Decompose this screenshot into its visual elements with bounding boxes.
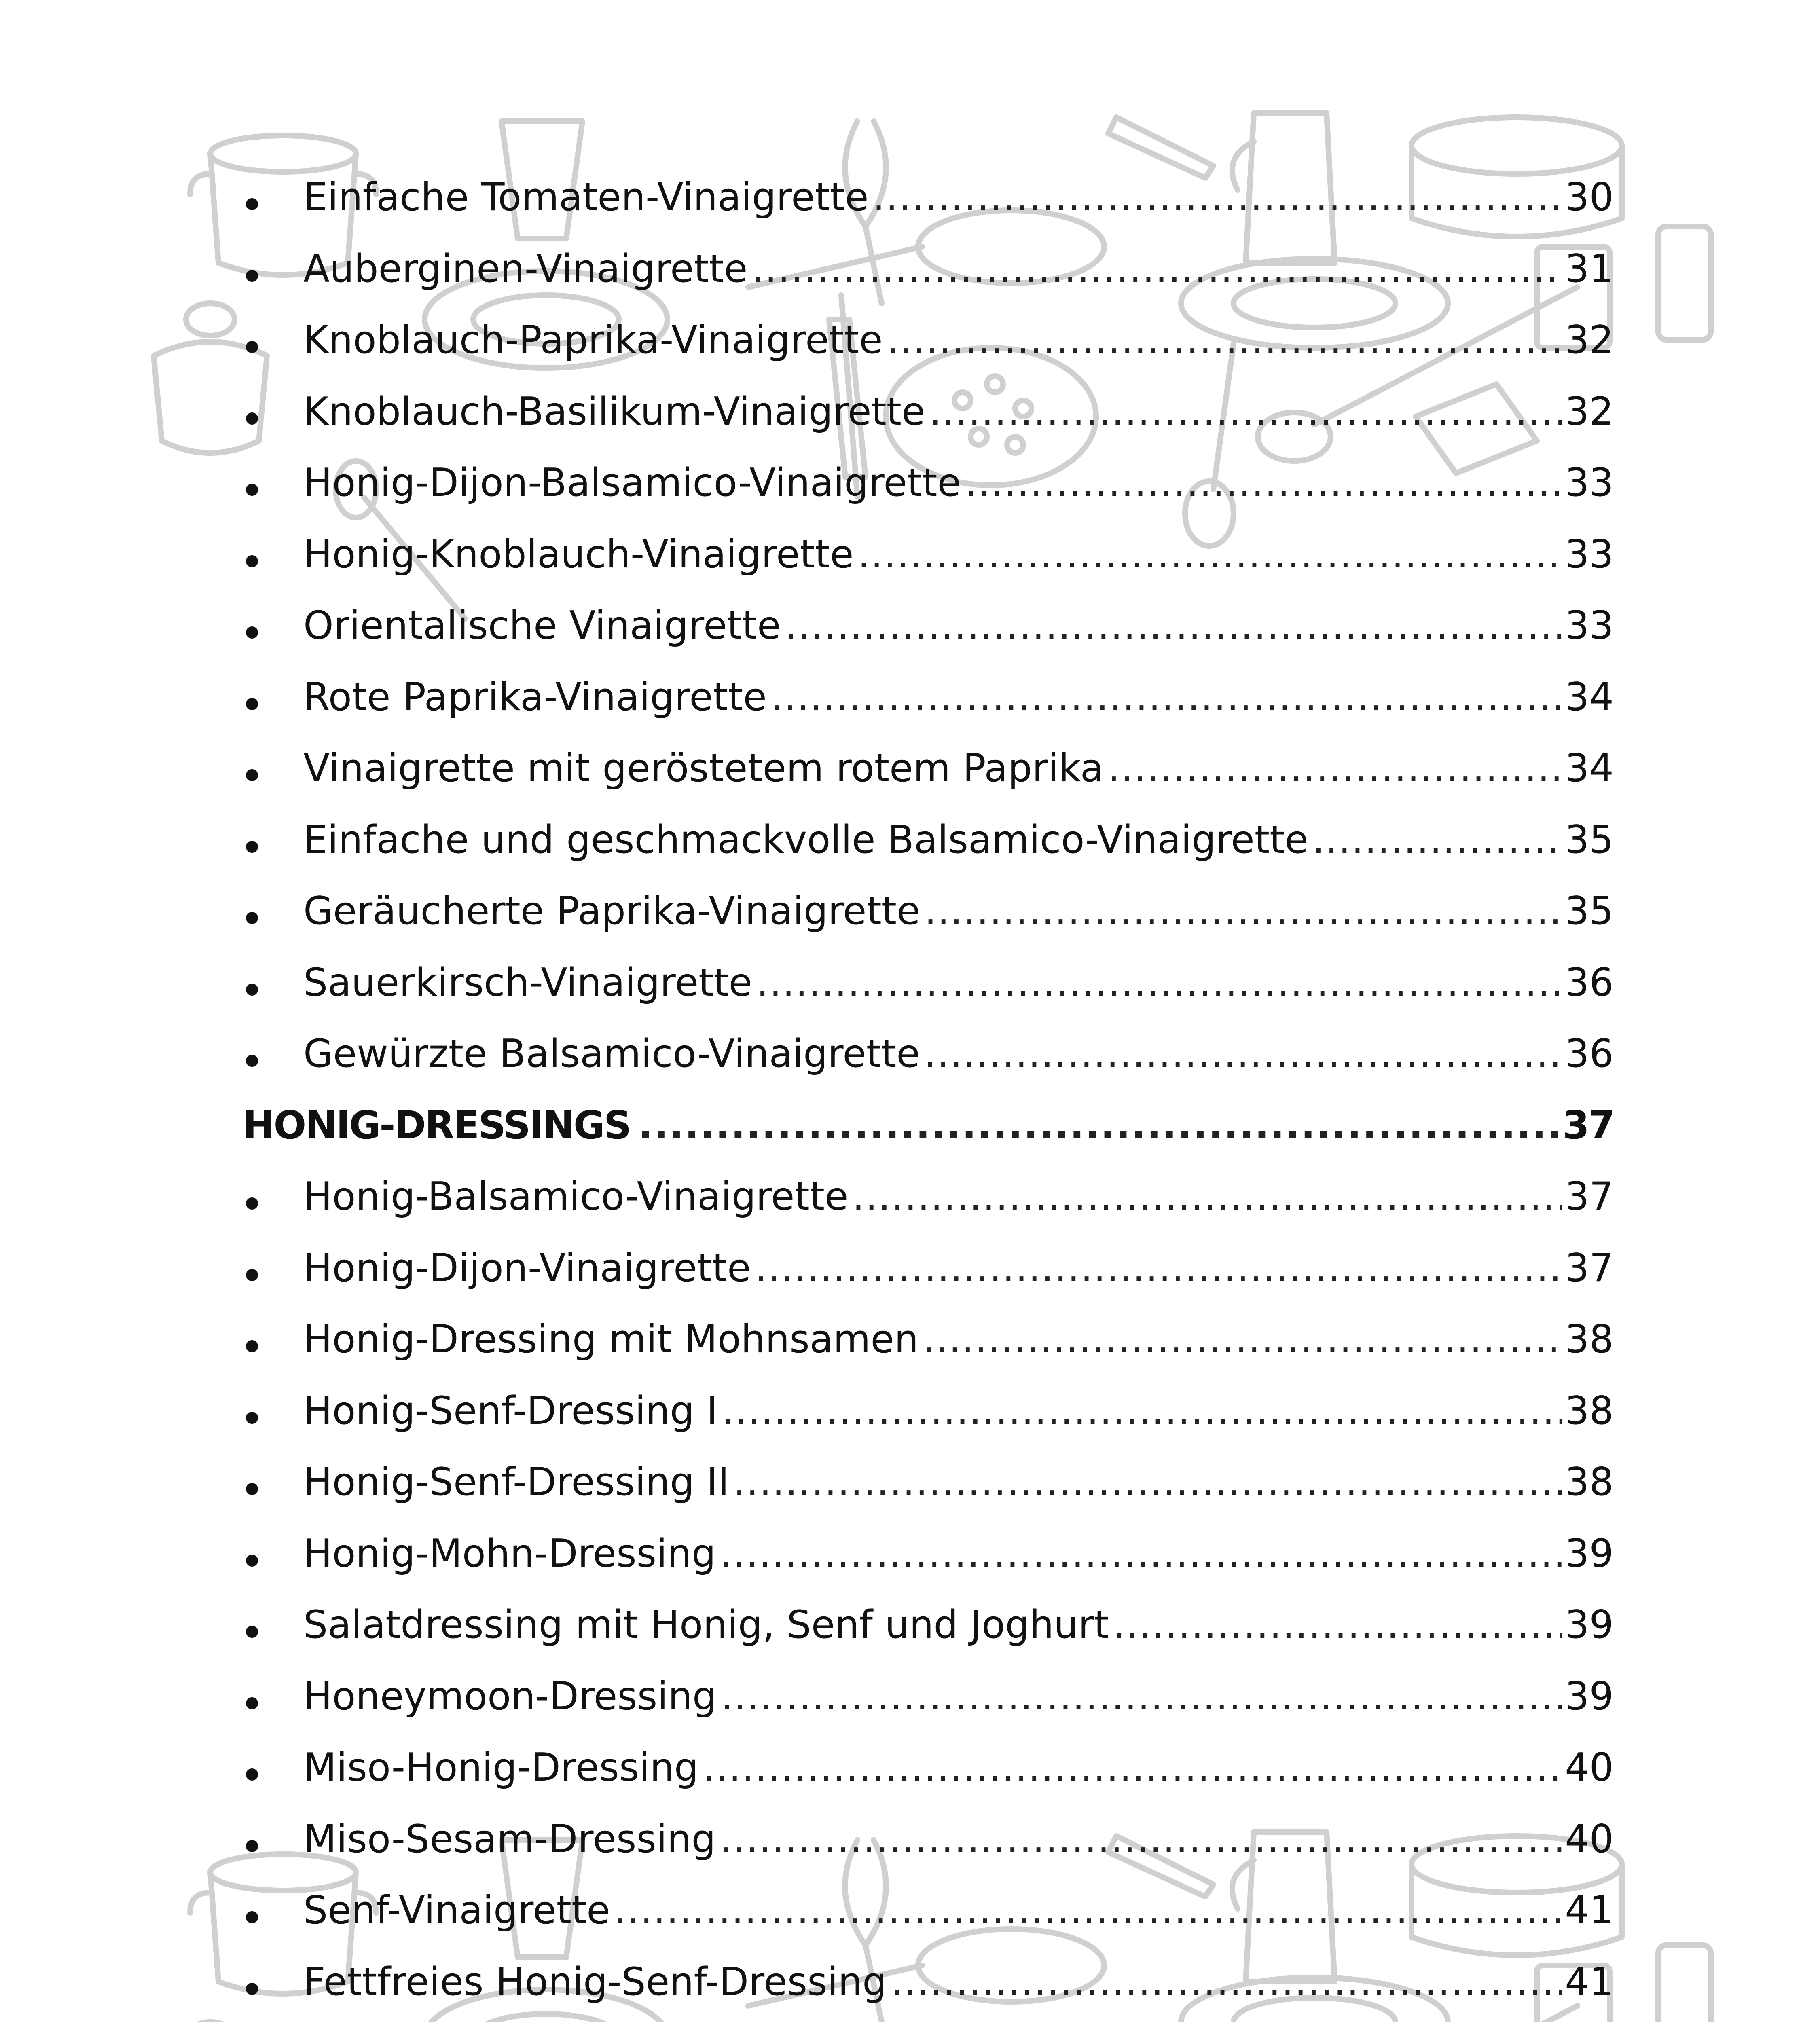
toc-entry-page: 33 (1565, 532, 1614, 577)
toc-entry-title: Vinaigrette mit geröstetem rotem Paprika (303, 746, 1104, 791)
bullet-icon (243, 519, 303, 590)
dot-leader (720, 1531, 1562, 1576)
bullet-icon (243, 1946, 303, 2018)
dot-leader (887, 318, 1563, 362)
toc-entry[interactable] (243, 233, 1614, 305)
toc-entry-title: Honeymoon-Dressing (303, 1674, 717, 1719)
toc-entry-page: 39 (1565, 1531, 1614, 1576)
toc-entry[interactable] (243, 876, 1614, 947)
toc-entry[interactable] (243, 305, 1614, 376)
bullet-icon (243, 1804, 303, 1875)
toc-entry[interactable] (243, 519, 1614, 590)
toc-entry[interactable] (243, 1875, 1614, 1946)
grater-icon (1658, 1945, 1711, 2022)
toc-entry[interactable] (243, 590, 1614, 662)
toc-entry[interactable] (243, 1018, 1614, 1090)
toc-section-title: HONIG-DRESSINGS (243, 1103, 631, 1148)
toc-entry-title: Senf-Vinaigrette (303, 1888, 610, 1933)
dot-leader (756, 960, 1562, 1005)
toc-entry-title: Honig-Balsamico-Vinaigrette (303, 1174, 849, 1219)
toc-entry-title: Gewürzte Balsamico-Vinaigrette (303, 1032, 920, 1077)
bullet-icon (243, 447, 303, 519)
bullet-icon (243, 1233, 303, 1304)
toc-entry-title: Honig-Mohn-Dressing (303, 1531, 716, 1576)
bullet-icon (243, 662, 303, 733)
toc-entry-title: Honig-Dijon-Balsamico-Vinaigrette (303, 461, 961, 506)
toc-entry[interactable] (243, 1804, 1614, 1875)
dot-leader (721, 1674, 1562, 1719)
toc-entry-title: Auberginen-Vinaigrette (303, 246, 748, 291)
toc-entry-page: 40 (1565, 1817, 1614, 1861)
toc-entry-title: Honig-Knoblauch-Vinaigrette (303, 532, 854, 577)
toc-entry-page: 33 (1565, 603, 1614, 648)
dot-leader (1113, 1603, 1562, 1647)
dot-leader (722, 1389, 1562, 1433)
toc-entry-page: 36 (1565, 960, 1614, 1005)
grater-icon (1658, 226, 1711, 340)
dot-leader (614, 1888, 1562, 1933)
toc-entry[interactable] (243, 162, 1614, 233)
dot-leader (785, 603, 1563, 648)
toc-entry-title: Einfache Tomaten-Vinaigrette (303, 175, 869, 220)
bullet-icon (243, 1732, 303, 1804)
bullet-icon (243, 233, 303, 305)
toc-entry-page: 35 (1565, 889, 1614, 934)
toc-entry[interactable] (243, 1732, 1614, 1804)
toc-entry-page: 39 (1565, 1603, 1614, 1648)
toc-entry-page: 38 (1565, 1317, 1614, 1362)
dot-leader (1108, 746, 1562, 791)
dot-leader (923, 1317, 1562, 1362)
bullet-icon (243, 1518, 303, 1590)
toc-entry-title: Einfache und geschmackvolle Balsamico-Vinaigrette (303, 817, 1308, 862)
toc-section-heading[interactable] (243, 1090, 1614, 1161)
toc-entry-title: Miso-Honig-Dressing (303, 1745, 699, 1790)
dot-leader (857, 532, 1562, 577)
bullet-icon (243, 1875, 303, 1946)
toc-entry[interactable] (243, 1661, 1614, 1732)
toc-entry[interactable] (243, 447, 1614, 519)
toc-entry-page: 39 (1565, 1674, 1614, 1719)
bullet-icon (243, 376, 303, 448)
dot-leader (924, 889, 1562, 933)
toc-entry[interactable] (243, 1375, 1614, 1447)
toc-entry-page: 38 (1565, 1388, 1614, 1433)
toc-entry-page: 37 (1565, 1246, 1614, 1290)
toc-entry-page: 37 (1565, 1174, 1614, 1219)
toc-entry[interactable] (243, 947, 1614, 1019)
bullet-icon (243, 1304, 303, 1375)
toc-entry-page: 33 (1565, 461, 1614, 506)
dot-leader (924, 1032, 1562, 1076)
toc-entry-title: Fettfreies Honig-Senf-Dressing (303, 1959, 887, 2004)
toc-entry[interactable] (243, 1304, 1614, 1375)
toc-entry-title: Sauerkirsch-Vinaigrette (303, 960, 753, 1005)
toc-section-page: 37 (1562, 1103, 1614, 1148)
bullet-icon (243, 1447, 303, 1518)
bullet-icon (243, 1018, 303, 1090)
dot-leader (771, 675, 1562, 719)
toc-entry-title: Miso-Sesam-Dressing (303, 1817, 716, 1861)
toc-entry-title: Knoblauch-Basilikum-Vinaigrette (303, 389, 925, 434)
toc-entry-page: 34 (1565, 675, 1614, 719)
dot-leader (638, 1103, 1560, 1148)
toc-entry-title: Geräucherte Paprika-Vinaigrette (303, 889, 921, 934)
dot-leader (965, 461, 1562, 505)
toc-entry[interactable] (243, 1518, 1614, 1590)
toc-entry[interactable] (243, 1233, 1614, 1304)
toc-entry-title: Knoblauch-Paprika-Vinaigrette (303, 318, 883, 363)
bullet-icon (243, 1589, 303, 1661)
bullet-icon (243, 1375, 303, 1447)
dot-leader (852, 1174, 1562, 1219)
toc-entry-page: 40 (1565, 1745, 1614, 1790)
toc-entry-page: 32 (1565, 389, 1614, 434)
dot-leader (891, 1960, 1563, 2004)
bullet-icon (243, 1661, 303, 1732)
toc-entry-page: 41 (1565, 1959, 1614, 2004)
toc-entry[interactable] (243, 804, 1614, 876)
bullet-icon (243, 1161, 303, 1233)
bullet-icon (243, 162, 303, 233)
dot-leader (733, 1460, 1562, 1504)
toc-entry-title: Orientalische Vinaigrette (303, 603, 781, 648)
toc-entry-page: 30 (1565, 175, 1614, 220)
dot-leader (720, 1817, 1562, 1861)
bullet-icon (243, 947, 303, 1019)
toc-entry-title: Rote Paprika-Vinaigrette (303, 675, 767, 719)
toc-entry[interactable] (243, 1161, 1614, 1233)
dot-leader (751, 247, 1562, 291)
toc-entry-page: 36 (1565, 1032, 1614, 1077)
bullet-icon (243, 305, 303, 376)
dot-leader (929, 389, 1563, 434)
toc-entry-title: Salatdressing mit Honig, Senf und Joghurt (303, 1603, 1109, 1648)
toc-entry-title: Honig-Senf-Dressing I (303, 1388, 718, 1433)
toc-entry-page: 41 (1565, 1888, 1614, 1933)
toc-entry[interactable] (243, 1589, 1614, 1661)
dot-leader (755, 1246, 1563, 1290)
toc-entry-page: 34 (1565, 746, 1614, 791)
dot-leader (703, 1745, 1562, 1790)
toc-entry[interactable] (243, 662, 1614, 733)
toc-entry-page: 32 (1565, 318, 1614, 363)
toc-entry[interactable] (243, 376, 1614, 448)
bullet-icon (243, 590, 303, 662)
toc-entry-page: 35 (1565, 817, 1614, 862)
bullet-icon (243, 876, 303, 947)
toc-entry[interactable] (243, 1946, 1614, 2018)
toc-entry-title: Honig-Dijon-Vinaigrette (303, 1246, 751, 1290)
toc-entry-title: Honig-Senf-Dressing II (303, 1460, 729, 1505)
table-of-contents (243, 162, 1614, 2018)
toc-entry-page: 38 (1565, 1460, 1614, 1505)
toc-entry[interactable] (243, 1447, 1614, 1518)
dot-leader (1312, 818, 1562, 862)
toc-entry[interactable] (243, 733, 1614, 804)
bullet-icon (243, 733, 303, 804)
toc-entry-title: Honig-Dressing mit Mohnsamen (303, 1317, 919, 1362)
toc-entry-page: 31 (1565, 246, 1614, 291)
bullet-icon (243, 804, 303, 876)
dot-leader (873, 175, 1563, 220)
